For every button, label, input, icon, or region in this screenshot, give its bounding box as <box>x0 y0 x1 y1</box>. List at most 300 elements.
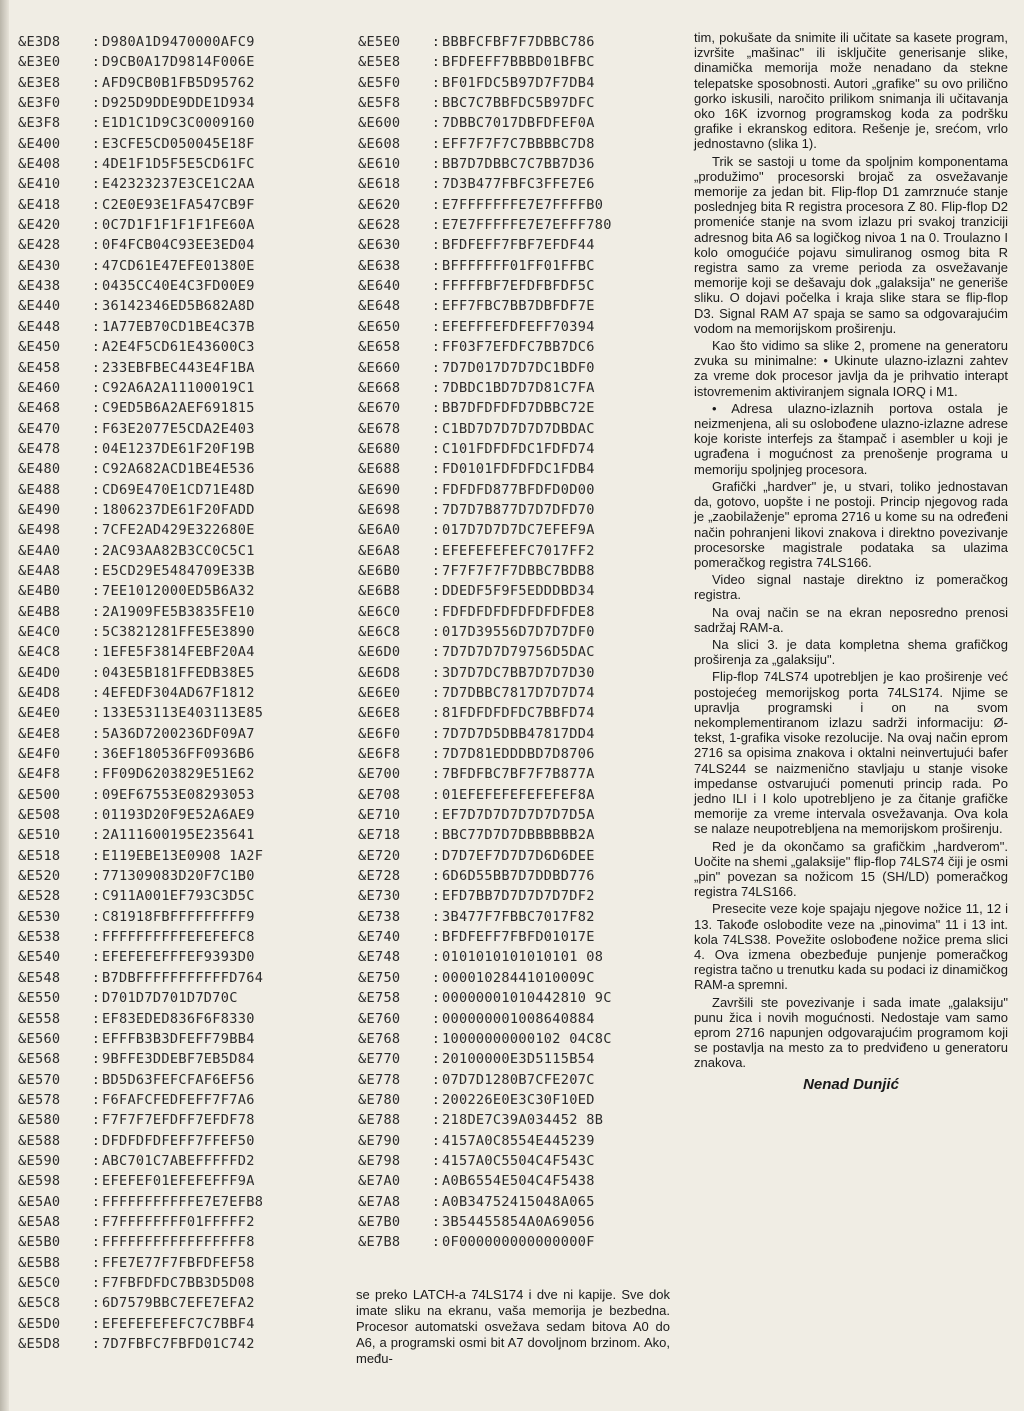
hex-separator: : <box>91 1295 101 1312</box>
hex-separator: : <box>431 237 441 254</box>
hex-line <box>18 480 336 500</box>
hex-separator: : <box>91 34 101 50</box>
hex-separator: : <box>431 685 441 701</box>
hex-separator: : <box>91 196 101 213</box>
hex-line <box>358 1131 688 1151</box>
hex-address: &E728 <box>358 868 401 885</box>
hex-address: &E5E0 <box>358 34 401 50</box>
hex-line <box>18 235 336 255</box>
hex-line <box>358 602 688 622</box>
hex-line <box>18 93 336 113</box>
hex-line <box>358 276 688 296</box>
hex-separator: : <box>431 868 441 885</box>
hex-separator: : <box>91 420 101 437</box>
hex-line <box>18 73 336 93</box>
hex-separator: : <box>431 664 441 681</box>
hex-address: &E578 <box>18 1091 61 1108</box>
hex-separator: : <box>91 562 101 579</box>
hex-line <box>18 1253 336 1273</box>
hex-bytes: D701D7D701D7D70C <box>102 990 238 1007</box>
hex-address: &E630 <box>358 237 401 254</box>
article-paragraph: Flip-flop 74LS74 upotrebljen je kao proširenje već postojećeg memorijskog porta 74LS174. Njime se upravlja programski i on na svom nekomplementiranom izlazu sadrži informaciju: Ø-tekst, 1-grafika visoke rezolucije. Na ovaj način eprom 2716 sa opisima znakova i oktalni neinvertujući bafer 74LS244 se naizmenično stavljaju u stanje visoke impedanse ostvarujući pomenuti princip rada. Po jedno ILI i I kolo upotrebljeno je za čitanje grafičke memorije za vreme intervala osvežavanja. Ova kola se nalaze neupotrebljena na memorijskom proširenju. <box>694 669 1008 837</box>
hex-address: &E4A8 <box>18 562 61 579</box>
hex-line <box>358 825 688 845</box>
hex-line <box>18 1070 336 1090</box>
hex-separator: : <box>91 1010 101 1027</box>
hex-bytes: BD5D63FEFCFAF6EF56 <box>102 1071 255 1088</box>
hex-address: &E6B0 <box>358 562 401 579</box>
hex-separator: : <box>91 115 101 132</box>
hex-separator: : <box>91 1112 101 1129</box>
hex-address: &E780 <box>358 1091 401 1108</box>
hex-bytes: C81918FBFFFFFFFFF9 <box>102 908 255 925</box>
hex-address: &E678 <box>358 420 401 437</box>
hex-bytes: 0435CC40E4C3FD00E9 <box>102 278 255 295</box>
hex-separator: : <box>431 359 441 376</box>
hex-bytes: A0B6554E504C4F5438 <box>442 1173 595 1190</box>
hex-bytes: FFFFFFFFFFFE7E7EFB8 <box>102 1193 264 1210</box>
hex-separator: : <box>91 623 101 640</box>
hex-address: &E740 <box>358 929 401 946</box>
hex-address: &E708 <box>358 786 401 803</box>
hex-separator: : <box>431 1152 441 1169</box>
hex-address: &E640 <box>358 278 401 295</box>
hex-line <box>358 1070 688 1090</box>
hex-address: &E3E0 <box>18 54 61 71</box>
hex-address: &E638 <box>358 257 401 274</box>
hex-separator: : <box>91 583 101 600</box>
hex-separator: : <box>91 298 101 315</box>
hex-separator: : <box>91 725 101 742</box>
hex-bytes: 9BFFE3DDEBF7EB5D84 <box>102 1051 255 1068</box>
hex-bytes: FDFDFD877BFDFD0D00 <box>442 481 595 498</box>
hex-line <box>18 1029 336 1049</box>
hex-line <box>358 805 688 825</box>
hex-bytes: BFDFEFF7FBF7EFDF44 <box>442 237 595 254</box>
hex-address: &E5A0 <box>18 1193 61 1210</box>
hex-line <box>18 296 336 316</box>
hex-address: &E558 <box>18 1010 61 1027</box>
hex-line <box>18 622 336 642</box>
hex-line <box>358 724 688 744</box>
hex-address: &E458 <box>18 359 61 376</box>
hex-line <box>358 1009 688 1029</box>
hex-line <box>358 500 688 520</box>
hex-separator: : <box>91 156 101 173</box>
hex-separator: : <box>91 1315 101 1332</box>
hex-bytes: 3B54455854A0A69056 <box>442 1213 595 1230</box>
hex-separator: : <box>431 420 441 437</box>
hex-separator: : <box>431 461 441 478</box>
hex-bytes: EFF7F7F7C7BBBBC7D8 <box>442 135 595 152</box>
hex-line <box>358 1110 688 1130</box>
hex-separator: : <box>91 318 101 335</box>
hex-bytes: 233EBFBEC443E4F1BA <box>102 359 255 376</box>
hex-address: &E5D0 <box>18 1315 61 1332</box>
hex-line <box>18 520 336 540</box>
hex-separator: : <box>431 888 441 905</box>
hex-bytes: 09EF67553E08293053 <box>102 786 255 803</box>
hex-line <box>18 1171 336 1191</box>
hex-separator: : <box>431 318 441 335</box>
article-paragraph: Video signal nastaje direktno iz pomeračkog registra. <box>694 572 1008 603</box>
hex-bytes: C9ED5B6A2AEF691815 <box>102 400 255 417</box>
hex-address: &E468 <box>18 400 61 417</box>
hex-bytes: DFDFDFDFEFF7FFEF50 <box>102 1132 255 1149</box>
hex-separator: : <box>91 237 101 254</box>
hex-bytes: 7D7D017D7D7DC1BDF0 <box>442 359 595 376</box>
hex-separator: : <box>431 949 441 966</box>
hex-bytes: FF09D6203829E51E62 <box>102 766 255 783</box>
hex-line <box>358 337 688 357</box>
hex-line <box>358 947 688 967</box>
hex-bytes: A0B34752415048A065 <box>442 1193 595 1210</box>
hex-bytes: 3D7D7DC7BB7D7D7D30 <box>442 664 595 681</box>
hex-address: &E5C8 <box>18 1295 61 1312</box>
hex-separator: : <box>431 583 441 600</box>
hex-bytes: 4157A0C5504C4F543C <box>442 1152 595 1169</box>
hex-line <box>18 561 336 581</box>
hex-line <box>18 113 336 133</box>
hex-line <box>358 93 688 113</box>
hex-separator: : <box>91 95 101 112</box>
hex-bytes: D925D9DDE9DDE1D934 <box>102 95 255 112</box>
hex-separator: : <box>431 54 441 71</box>
hex-address: &E480 <box>18 461 61 478</box>
hex-address: &E788 <box>358 1112 401 1129</box>
hex-separator: : <box>91 1274 101 1291</box>
hex-separator: : <box>91 1213 101 1230</box>
hex-address: &E658 <box>358 339 401 356</box>
hex-bytes: E119EBE13E0908 1A2F <box>102 847 264 864</box>
hex-line <box>358 113 688 133</box>
hex-bytes: D7D7EF7D7D7D6D6DEE <box>442 847 595 864</box>
hex-separator: : <box>91 1173 101 1190</box>
hex-separator: : <box>431 603 441 620</box>
hex-address: &E580 <box>18 1112 61 1129</box>
hex-line <box>18 378 336 398</box>
hex-bytes: BBBFCFBF7F7DBBC786 <box>442 34 595 50</box>
hex-separator: : <box>431 746 441 763</box>
hex-line <box>358 907 688 927</box>
hex-line <box>358 398 688 418</box>
hex-line <box>18 1334 336 1354</box>
hex-separator: : <box>91 969 101 986</box>
hex-address: &E500 <box>18 786 61 803</box>
hex-bytes: D980A1D9470000AFC9 <box>102 34 255 50</box>
hex-separator: : <box>431 847 441 864</box>
hex-separator: : <box>431 481 441 498</box>
hex-address: &E7A0 <box>358 1173 401 1190</box>
hex-line <box>358 988 688 1008</box>
hex-separator: : <box>91 74 101 91</box>
hex-separator: : <box>91 135 101 152</box>
hex-line <box>18 1131 336 1151</box>
hex-address: &E4B0 <box>18 583 61 600</box>
hex-bytes: 7F7F7F7F7DBBC7BDB8 <box>442 562 595 579</box>
hex-bytes: EFF7FBC7BB7DBFDF7E <box>442 298 595 315</box>
hex-separator: : <box>431 1112 441 1129</box>
hex-line <box>358 520 688 540</box>
article-paragraph: • Adresa ulazno-izlaznih portova ostala je neizmenjena, ali su oslobođene ulazno-izlazne adrese koje koriste interfejs za štampač i asembler u koji je ugrađena i mogućnost za prenošenje programa u memoriju spoljnjeg procesora. <box>694 400 1008 477</box>
hex-bytes: EF83EDED836F6F8330 <box>102 1010 255 1027</box>
hex-address: &E3F0 <box>18 95 61 112</box>
hex-bytes: 4157A0C8554E445239 <box>442 1132 595 1149</box>
hex-separator: : <box>91 868 101 885</box>
hex-bytes: 00001028441010009C <box>442 969 595 986</box>
hex-address: &E6C0 <box>358 603 401 620</box>
hex-bytes: 7D7D7D5DBB47817DD4 <box>442 725 595 742</box>
hex-line <box>18 866 336 886</box>
hex-address: &E738 <box>358 908 401 925</box>
hex-address: &E768 <box>358 1030 401 1047</box>
hex-address: &E448 <box>18 318 61 335</box>
hex-line <box>18 1293 336 1313</box>
hex-line <box>358 439 688 459</box>
hex-address: &E798 <box>358 1152 401 1169</box>
hex-bytes: BBC77D7D7DBBBBBB2A <box>442 827 595 844</box>
hex-separator: : <box>91 705 101 722</box>
hex-address: &E5A8 <box>18 1213 61 1230</box>
hex-separator: : <box>91 1030 101 1047</box>
hex-separator: : <box>91 1152 101 1169</box>
hex-line <box>18 1049 336 1069</box>
hex-bytes: 218DE7C39A034452 8B <box>442 1112 604 1129</box>
hex-address: &E6E0 <box>358 685 401 701</box>
hex-address: &E470 <box>18 420 61 437</box>
hex-bytes: BF01FDC5B97D7F7DB4 <box>442 74 595 91</box>
hex-line <box>18 1009 336 1029</box>
article-paragraph: Kao što vidimo sa slike 2, promene na generatoru zvuka su minimalne: • Ukinute ulazno-izlazni zahtev za vreme dok procesor javlja da je prihvatio interapt istovremenim aktiviranjem signala IORQ i M1. <box>694 338 1008 399</box>
hex-separator: : <box>91 664 101 681</box>
hex-line <box>18 215 336 235</box>
hex-separator: : <box>431 34 441 50</box>
hex-line <box>358 195 688 215</box>
hex-line <box>358 317 688 337</box>
hex-address: &E4B8 <box>18 603 61 620</box>
hex-bytes: 04E1237DE61F20F19B <box>102 440 255 457</box>
hex-bytes: BBC7C7BBFDC5B97DFC <box>442 95 595 112</box>
hex-separator: : <box>91 1091 101 1108</box>
hex-address: &E6A0 <box>358 522 401 539</box>
hex-line <box>358 581 688 601</box>
hex-address: &E4E8 <box>18 725 61 742</box>
hex-separator: : <box>91 217 101 234</box>
hex-bytes: D9CB0A17D9814F006E <box>102 54 255 71</box>
hex-address: &E478 <box>18 440 61 457</box>
hex-address: &E698 <box>358 501 401 518</box>
hex-line <box>358 744 688 764</box>
hex-address: &E6F0 <box>358 725 401 742</box>
hex-line <box>18 1314 336 1334</box>
hex-bytes: 07D7D1280B7CFE207C <box>442 1071 595 1088</box>
hex-address: &E6B8 <box>358 583 401 600</box>
hex-address: &E7A8 <box>358 1193 401 1210</box>
hex-separator: : <box>91 908 101 925</box>
hex-address: &E668 <box>358 379 401 396</box>
hex-separator: : <box>91 807 101 824</box>
hex-bytes: ABC701C7ABEFFFFFD2 <box>102 1152 255 1169</box>
hex-bytes: 1EFE5F3814FEBF20A4 <box>102 644 255 661</box>
hex-address: &E690 <box>358 481 401 498</box>
hex-bytes: 5C3821281FFE5E3890 <box>102 623 255 640</box>
hex-bytes: BFFFFFFF01FF01FFBC <box>442 257 595 274</box>
article-paragraph: Grafički „hardver" je, u stvari, toliko jednostavan da, gotovo, uopšte i ne postoji. Princip njegovog rada je „zaobilaženje" eproma 2716 u kome su na određeni način pohranjeni likovi znakova i direktno povezivanje procesorske magistrale podataka sa ulazima pomeračkog registra 74LS166. <box>694 478 1008 570</box>
hex-line <box>358 846 688 866</box>
hex-address: &E4C0 <box>18 623 61 640</box>
hex-separator: : <box>431 440 441 457</box>
hex-address: &E650 <box>358 318 401 335</box>
hex-line <box>358 296 688 316</box>
hex-address: &E600 <box>358 115 401 132</box>
hex-separator: : <box>91 522 101 539</box>
hex-line <box>358 480 688 500</box>
hex-separator: : <box>431 562 441 579</box>
hex-bytes: 200226E0E3C30F10ED <box>442 1091 595 1108</box>
hex-line <box>18 419 336 439</box>
hex-bytes: 4EFEDF304AD67F1812 <box>102 685 255 701</box>
hex-address: &E778 <box>358 1071 401 1088</box>
article-paragraph: Trik se sastoji u tome da spoljnim komponentama „produžimo" procesorski brojač za osvežavanje memorije za jedan bit. Flip-flop D1 zamrznuće stanje poslednjeg bita R registra procesora Z 80. Flip-flop D2 promeniće stanje na svom izlazu pri svakoj tranziciji adresnog bita A6 sa logičkog nivoa 1 na 0. Troulazno I kolo omogućiće pojavu simuliranog osmog bita R registra samo za vreme perioda za osvežavanje memorije koji se dešavaju dok „galaksija" ne generiše sliku. O dojavi počelka i kraja slike stara se flip-flop D3. Signal RAM A7 spaja se samo sa odgovarajućim vodom na memorijskom proširenju. <box>694 153 1008 336</box>
hex-bytes: 3B477F7FBBC7017F82 <box>442 908 595 925</box>
hex-line <box>18 398 336 418</box>
hex-line <box>358 1192 688 1212</box>
hex-line <box>358 256 688 276</box>
hex-separator: : <box>91 1254 101 1271</box>
hex-address: &E570 <box>18 1071 61 1088</box>
hex-address: &E648 <box>358 298 401 315</box>
hex-bytes: E5CD29E5484709E33B <box>102 562 255 579</box>
hex-separator: : <box>431 908 441 925</box>
hex-address: &E720 <box>358 847 401 864</box>
hex-separator: : <box>91 481 101 498</box>
hex-separator: : <box>91 786 101 803</box>
hex-address: &E748 <box>358 949 401 966</box>
hex-separator: : <box>431 298 441 315</box>
hex-line <box>18 1090 336 1110</box>
hex-bytes: C101FDFDFDC1FDFD74 <box>442 440 595 457</box>
hex-bytes: 00000001010442810 9C <box>442 990 612 1007</box>
hex-bytes: 7D7FBFC7FBFD01C742 <box>102 1336 255 1352</box>
hex-bytes: 771309083D20F7C1B0 <box>102 868 255 885</box>
hex-address: &E6D0 <box>358 644 401 661</box>
hex-address: &E3E8 <box>18 74 61 91</box>
hex-separator: : <box>91 603 101 620</box>
hex-separator: : <box>91 379 101 396</box>
page-binding-edge <box>0 0 9 1411</box>
hex-line <box>358 174 688 194</box>
hex-address: &E410 <box>18 176 61 193</box>
hex-separator: : <box>91 746 101 763</box>
hex-line <box>358 1151 688 1171</box>
article-paragraph: Presecite veze koje spajaju njegove nožice 11, 12 i 13. Takođe oslobodite veze na „pinovima" 11 i 13 int. kola 74LS38. Povežite oslobođene nožice prema slici 4. Ova izmena obezbeđuje punjenje pomeračkog registra tačno u trenutku kada su podaci iz dinamičkog RAM-a spremni. <box>694 901 1008 993</box>
hex-line <box>18 683 336 703</box>
hex-address: &E6A8 <box>358 542 401 559</box>
hex-dump-column-1 <box>18 32 336 1354</box>
hex-line <box>358 764 688 784</box>
hex-bytes: EFFFB3B3DFEFF79BB4 <box>102 1030 255 1047</box>
hex-line <box>18 805 336 825</box>
hex-address: &E420 <box>18 217 61 234</box>
hex-line <box>18 541 336 561</box>
hex-line <box>18 602 336 622</box>
hex-separator: : <box>431 827 441 844</box>
hex-address: &E5F0 <box>358 74 401 91</box>
hex-address: &E4E0 <box>18 705 61 722</box>
hex-bytes: 7EE1012000ED5B6A32 <box>102 583 255 600</box>
article-paragraphs <box>694 30 1008 1071</box>
hex-bytes: FFE7E77F7FBFDFEF58 <box>102 1254 255 1271</box>
hex-separator: : <box>91 257 101 274</box>
hex-bytes: 7BFDFBC7BF7F7B877A <box>442 766 595 783</box>
hex-bytes: 7D7D81EDDDBD7D8706 <box>442 746 595 763</box>
hex-address: &E6F8 <box>358 746 401 763</box>
hex-bytes: EF7D7D7D7D7D7D7D5A <box>442 807 595 824</box>
hex-line <box>18 581 336 601</box>
hex-bytes: 7CFE2AD429E322680E <box>102 522 255 539</box>
hex-line <box>18 744 336 764</box>
hex-bytes: FDFDFDFDFDFDFDFDE8 <box>442 603 595 620</box>
hex-address: &E730 <box>358 888 401 905</box>
hex-line <box>18 337 336 357</box>
hex-line <box>18 500 336 520</box>
hex-separator: : <box>431 135 441 152</box>
hex-bytes: C92A682ACD1BE4E536 <box>102 461 255 478</box>
hex-separator: : <box>91 1234 101 1251</box>
hex-bytes: C92A6A2A11100019C1 <box>102 379 255 396</box>
hex-address: &E5E8 <box>358 54 401 71</box>
hex-separator: : <box>431 257 441 274</box>
hex-separator: : <box>431 1193 441 1210</box>
hex-line <box>18 1212 336 1232</box>
hex-address: &E560 <box>18 1030 61 1047</box>
hex-bytes: F63E2077E5CDA2E403 <box>102 420 255 437</box>
latch-paragraph: se preko LATCH-a 74LS174 i dve ni kapije. Sve dok imate sliku na ekranu, vaša memorija je bezbedna. Procesor automatski osvežava sedam bitova A0 do A6, a programski osmi bit A7 dovoljnom brzinom. Ako, među- <box>356 1287 670 1366</box>
hex-bytes: F7F7F7EFDFF7EFDF78 <box>102 1112 255 1129</box>
hex-line <box>358 52 688 72</box>
hex-bytes: FF03F7EFDFC7BB7DC6 <box>442 339 595 356</box>
hex-bytes: 1806237DE61F20FADD <box>102 501 255 518</box>
hex-bytes: E7E7FFFFFE7E7EFFF780 <box>442 217 612 234</box>
hex-line <box>358 642 688 662</box>
hex-separator: : <box>431 623 441 640</box>
hex-bytes: 36142346ED5B682A8D <box>102 298 255 315</box>
hex-bytes: FFFFFFFFFFFFFFFFF8 <box>102 1234 255 1251</box>
hex-line <box>358 358 688 378</box>
hex-address: &E4C8 <box>18 644 61 661</box>
hex-line <box>358 1171 688 1191</box>
hex-separator: : <box>91 685 101 701</box>
hex-address: &E4F0 <box>18 746 61 763</box>
hex-separator: : <box>91 929 101 946</box>
hex-separator: : <box>431 95 441 112</box>
hex-address: &E700 <box>358 766 401 783</box>
hex-address: &E598 <box>18 1173 61 1190</box>
hex-line <box>18 968 336 988</box>
hex-separator: : <box>431 176 441 193</box>
hex-separator: : <box>91 888 101 905</box>
article-paragraph: Na ovaj način se na ekran neposredno prenosi sadržaj RAM-a. <box>694 604 1008 635</box>
hex-line <box>18 439 336 459</box>
hex-line <box>18 1192 336 1212</box>
hex-bytes: E1D1C1D9C3C0009160 <box>102 115 255 132</box>
hex-bytes: 81FDFDFDFDC7BBFD74 <box>442 705 595 722</box>
hex-address: &E4F8 <box>18 766 61 783</box>
hex-address: &E488 <box>18 481 61 498</box>
hex-address: &E418 <box>18 196 61 213</box>
hex-address: &E618 <box>358 176 401 193</box>
hex-bytes: F6FAFCFEDFEFF7F7A6 <box>102 1091 255 1108</box>
